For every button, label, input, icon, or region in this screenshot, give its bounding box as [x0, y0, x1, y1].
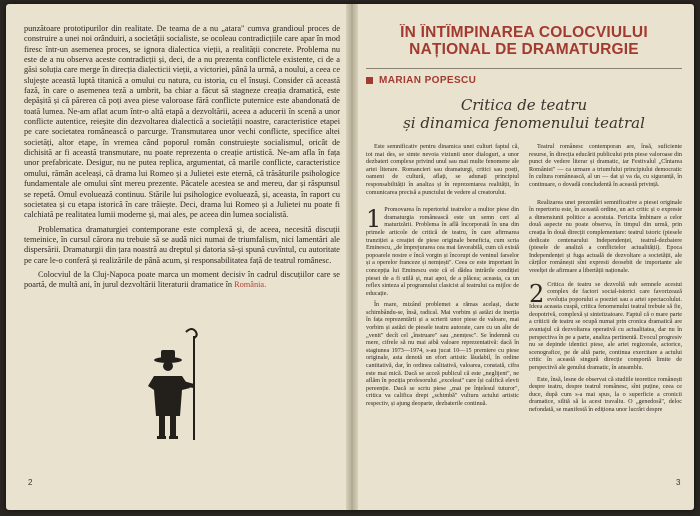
- author-bullet-icon: [366, 77, 373, 84]
- right-page: [366, 24, 682, 484]
- section-headline: ÎN ÎNTÎMPINAREA COLOCVIULUI NAȚIONAL DE DRAMATURGIE: [400, 24, 648, 58]
- magazine-spread: [6, 4, 694, 510]
- column-2-paragraph-1: Realizarea unei prezentări semnificative a piesei originale în repertoriu este, în această ordine, un act critic și o expresie a dimensiunii politice a acestuia. Fericita îmbinare a celor două aspecte nu poate observa, în timpul din urmă, prin creația în două direcții complementare: teatrul istoric (piesele dedicate centenarului Independenței, teatrul-dezbatere (piesele de analiză a conflictelor actualității). Epoca Independenței și fuga actuală de dezvoltare a societății, ale cărților românești sînt expresii deosebit de importante ale vreelței de afirmare a libertății naționale.: [529, 199, 682, 274]
- column-1-section-1: [366, 207, 519, 298]
- drop-cap-2: 2: [529, 279, 545, 308]
- left-paragraph-1: punzătoare prototipurilor din realitate. De teama de a nu „atara" cumva grandioul proces de construire a unei noi orânduiri, a societății socialiste, se ocoleau contradicțiile care apar în mod firesc într-un asemenea proces, se ignora dialectica vieții, a realității concrete. Problema nu este de a nu observa aceste contradicții și, deci, de a nu prezenta conflictele existente, ci de a găsi soluția care merge în direcția dialecticii vieții, a victoriei, până la urmă, a noului, a ceea ce slujește această luptă titanică a omului cu natura, cu istoria, cu el însuși. Consider că această fază, în care o asemenea teză a umbrit, ba chiar a făcut să stagneze creația dramatică, este depășită și că părerea că poți avea piese valoroase fără conflicte puternice este abandonată de toată lumea. Ne-am aflat acum într-o altă etapă a dezvoltării, aceea a aducerii în scenă a unor conflicte autentice, reieșite din dezvoltarea dialectică a societății noastre, caracteristice etapei pe care societatea românească o parcurge. Transmutarea unor vechi conflicte, specifice altei societăți, altor etape, în vremea când poporul român construiește socialismul, oricât de dichisită ar fi această transmutare, nu poate reprezenta o creație artistică. Ne-am afla în fața unor prefabricate. Desigur, nu ne putea replica, argumentat, că marile conflicte, caracteristice omului, rămân aceleași, că drama lui Romeo și a Julietei este eternă, că trăsăturile psihologice fundamentale ale omului sînt mereu prezente. Păcatele acestea se and mereu, dar și răspunsul se repetă. Omul evoluează continuu. Stările lui psihologice evoluează, și, aceasta, în raport cu societatea și cu etapa istorică în care trăiește. Deci, drama lui Romeo și a Julietei nu poate fi calchiată pe realitatea lumii moderne și, mai ales, pe aceea din lumea socialistă.: [24, 24, 340, 220]
- left-paragraph-2: Problematica dramaturgiei contemporane este complexă și, de aceea, necesită discuții temeinice, în cursul cărora nu trebuie să se audă nici numai de triumfalism, nici lamentări ale dispersării. Dramaturgii din țara noastră au dreptul și datoria să-și spună cuvîntul, cu autoritate pe care le-o conferă și realizările de până acum, și responsabilitatea față de teatrul românesc.: [24, 224, 340, 265]
- column-1: [366, 144, 519, 415]
- author-name: MARIAN POPESCU: [379, 75, 477, 86]
- column-1-intro: Este semnificativ pentru dinamica unei culturi faptul că, tot mai des, se simte nevoia viziunii unor dialoguri, a unor dezbateri complexe privind unul sau mai multe fenomene ale artei literare. Romancieri sau dramaturgi, critici sau poeți, oameni de cultură, aflați, se adunați principiul responsabilității în analiza și în reprezentarea realității, în comunicarea precisă a punctului de vedere al creatorului.: [366, 144, 519, 196]
- left-paragraph-3-highlight: România.: [234, 280, 267, 290]
- left-page-text: [24, 24, 340, 291]
- article-title: [366, 96, 682, 132]
- author-row: [366, 75, 682, 86]
- left-paragraph-3: [24, 270, 340, 291]
- drop-cap-1: 1: [366, 205, 382, 234]
- page-gutter: [346, 4, 358, 510]
- left-page-number: 2: [28, 478, 33, 487]
- article-title-line-2: și dinamica fenomenului teatral: [403, 114, 645, 132]
- right-page-number: 3: [676, 478, 681, 487]
- column-2-paragraph-3: Este, însă, lesne de observat că studiile teoretice românești despre teatru, despre teatrul românesc, sînt puține, ceea ce duce, după cum s-a mai spus, la o superficie a cronicii dramatice, silită să la acest travaliu. O „genedosă", deloc nefondată, se manifestă în ediționa unor lucrări despre: [529, 376, 682, 413]
- left-paragraph-3-text: Colocviul de la Cluj-Napoca poate marca un moment decisiv în cadrul discuțiilor care se poartă, de multă ani, în jurul dezvoltării literaturii dramatice în: [24, 269, 340, 290]
- column-2-section-2-text: Critica de teatru se dezvoltă sub semnele acestui complex de factori social-istorici care favorizează evoluția poporului a poeziei sau a artei spectacolului. Ideea aceasta cuspă, critica fenomenului teatral trebuie să fie, deopotrivă, complexă și sintetizatoare. Faptul că o mare parte a criticii de teatru se ocupă numai prin cronica dramatică are avantajul că dezvoltarea operativă cu actualitatea, dar nu în perspectiva în pe a parte, analiza pertinentă. Evocul progresiv nu se depinde identici piese, ale artei regizorale, actorice, scenografice, pe de altă parte, continua exercitare a actului critic în această singură direcție comportă limite de perspectivă ale genului dramatic, în ansamblu.: [529, 281, 682, 372]
- column-2-text: [529, 144, 682, 415]
- column-1-text: [366, 144, 519, 409]
- column-1-section-1-text: Promovarea în repertoriul teatrelor a multor piese din dramaturgia românească este un semn cert al maturizării. Problema în află încorporată în una din primele articole de critică de teatru, în care afirmarea tranziției a creației de piese originale beneficia, cum scria Eminescu, „de împrejurarea cea mai favorabilă, cum că există popoarele nostre e încă vorgin și încorupt de veninul farselor și a operelor franceze și nemțești". Ceea ce este important în concepția lui Eminescu este că el dădea intrările condiției piesei de a fi utilă și, mai apoi, de a plăcea; aceasta, ca un reflex sinteza al programului clasicist al teatrului ca mijloc de educație.: [366, 207, 519, 297]
- headline-rule: [366, 68, 682, 69]
- article-title-line-1: Critica de teatru: [460, 96, 588, 114]
- column-2-section-2: [529, 279, 682, 373]
- figure-area: [24, 304, 340, 454]
- shepherd-silhouette-icon: [144, 324, 204, 444]
- column-2-intro: Teatrul românesc contemporan are, însă, suficiente resurse, în direcția educării publicului prin piese valoroase din punct de vedere literar și dramatic, iar Festivalul „Cîntarea României" — ca urmare a triumfului principiului democratic în cultura românească, al un — dat și va da, cu siguranță, în continuare, o dovadă concludentă în această privință.: [529, 144, 682, 188]
- column-1-paragraph-2: În mare, mizând problemei a rămas același, dacte schimbându-se, însă, radical. Mai vorbim și astăzi de inerția în fața reprezentării și a scrierii unor piese de valoare, mai vorbim și astăzi de piesele teatru autorate, care cu un alte de „venit" decît cel „înstruare" sau „nemțesc". Se îndemnă cu mere, cifrele să nu mai aibă valoare reprezentativă: dacă în stagiunea 1973—1974, s-au jucat 10—15 premiere cu piese originale, asta denotă un efort artistic lăudabil, în ordine cantitativă, dar, în ordinea calitativă, valoarea, constată, cifra este mai mică. Dacă se acceă publicul că este „neglijent", ne aflăm în poziția profesorului „exceleat" care își califică elevii pereenție. Dacă se scriu piese „mai pe înțelesul tuturor", critica va califica drept „schimbă" vulturu actului artistic respectiv, și ajung deoparte, dezbaterile continuă.: [366, 302, 519, 407]
- column-2: [529, 144, 682, 415]
- article-columns: [366, 144, 682, 415]
